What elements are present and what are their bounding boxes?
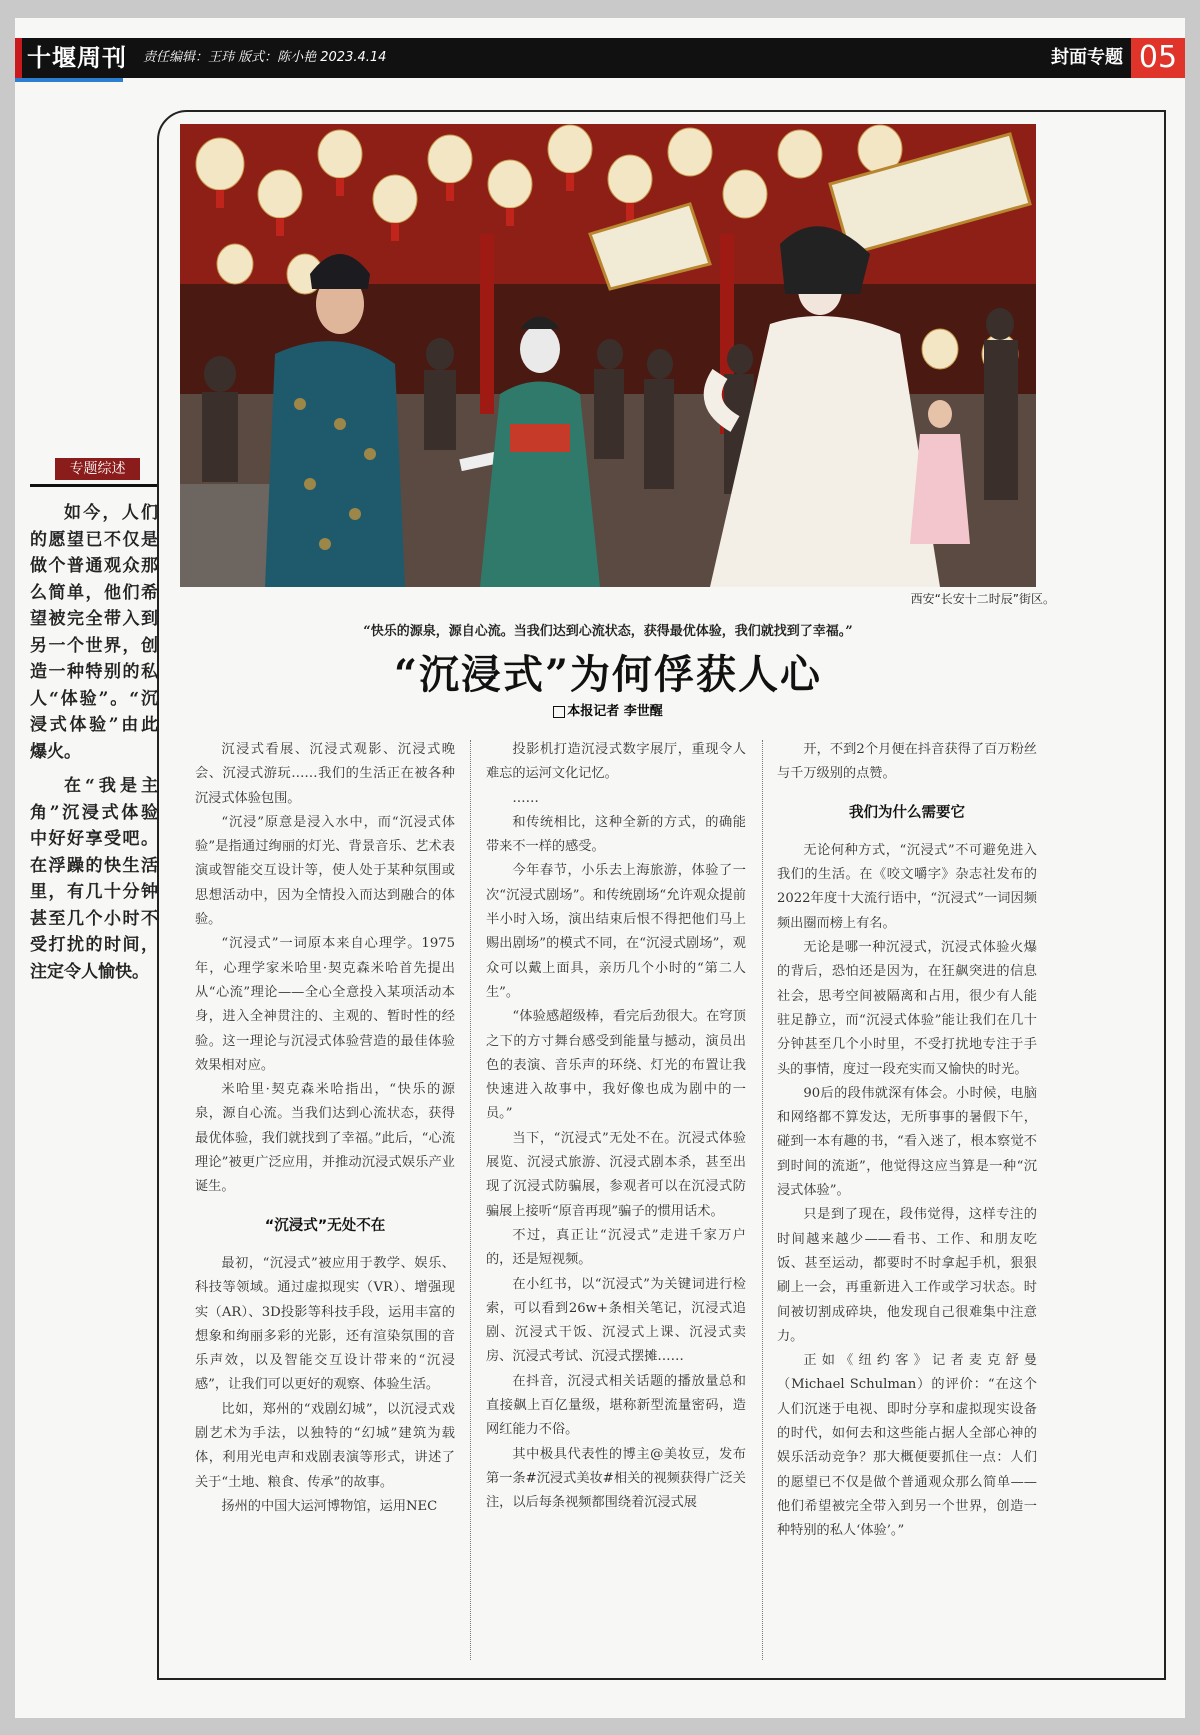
subheading: 我们为什么需要它 <box>849 804 965 821</box>
paragraph: 在小红书，以“沉浸式”为关键词进行检索，可以看到26w+条相关笔记，沉浸式追剧、沉浸式干饭、沉浸式上课、沉浸式卖房、沉浸式考试、沉浸式摆摊…… <box>486 1276 746 1365</box>
paragraph: 投影机打造沉浸式数字展厅，重现令人难忘的运河文化记忆。 <box>486 742 746 782</box>
paragraph: 无论是哪一种沉浸式，沉浸式体验火爆的背后，恐怕还是因为，在狂飙突进的信息社会，思考空间被隔离和占用，很少有人能驻足静立，而“沉浸式体验”能让我们在几十分钟甚至几个小时里，不受打扰地专注于手头的事情，度过一段充实而又愉快的时光。 <box>777 940 1037 1077</box>
article-column-3 <box>777 738 1037 1544</box>
pull-quote: “快乐的源泉，源自心流。当我们达到心流状态，获得最优体验，我们就找到了幸福。” <box>363 624 853 639</box>
paragraph: 只是到了现在，段伟觉得，这样专注的时间越来越少——看书、工作、和朋友吃饭、甚至运动，都要时不时拿起手机，狠狠刷上一会，再重新进入工作或学习状态。时间被切割成碎块，他发现自己很难集中注意力。 <box>777 1207 1037 1344</box>
paragraph: 无论何种方式，“沉浸式”不可避免进入我们的生活。在《咬文嚼字》杂志社发布的2022年度十大流行语中，“沉浸式”一词因频频出圈而榜上有名。 <box>777 842 1037 931</box>
byline-text: 本报记者 李世醒 <box>567 704 663 719</box>
byline <box>180 700 1036 719</box>
cover-photo <box>180 124 1036 587</box>
paragraph: 当下，“沉浸式”无处不在。沉浸式体验展览、沉浸式旅游、沉浸式剧本杀，甚至出现了沉浸式防骗展，参观者可以在沉浸式防骗展上接听“原音再现”骗子的惯用话术。 <box>486 1130 746 1219</box>
editor-info: 责任编辑：王玮 版式：陈小艳 2023.4.14 <box>143 50 387 65</box>
paragraph: 不过，真正让“沉浸式”走进千家万户的，还是短视频。 <box>486 1227 746 1268</box>
paragraph: 最初，“沉浸式”被应用于教学、娱乐、科技等领域。通过虚拟现实（VR）、增强现实（AR）、3D投影等科技手段，运用丰富的想象和绚丽多彩的光影，还有渲染氛围的音乐声效，以及智能交互设计带来的“沉浸感”，让我们可以更好的观察、体验生活。 <box>195 1255 455 1393</box>
logo-underline <box>15 78 123 82</box>
paragraph: 扬州的中国大运河博物馆，运用NEC <box>221 1498 438 1514</box>
paragraph: 正如《纽约客》记者麦克舒曼（Michael Schulman）的评价：“在这个人们沉迷于电视、即时分享和虚拟现实设备的时代，如何去和这些能占据人全部心神的娱乐活动竞争？那大概便要抓住一点：人们的愿望已不仅是做个普通观众那么简单——他们希望被完全带入到另一个世界，创造一种特别的私人‘体验’。” <box>777 1353 1037 1539</box>
byline-box-icon <box>553 706 565 718</box>
column-divider <box>470 740 471 1660</box>
article-column-2 <box>486 738 746 1516</box>
sidebar-tag-label: 专题综述 <box>55 458 140 480</box>
section-title: 封面专题 <box>1051 47 1123 68</box>
paragraph: …… <box>512 790 539 806</box>
page-header <box>15 38 1185 78</box>
paragraph: 开，不到2个月便在抖音获得了百万粉丝与千万级别的点赞。 <box>777 742 1037 782</box>
paragraph: “沉浸式”一词原本来自心理学。1975年，心理学家米哈里·契克森米哈首先提出从“心流”理论——全心全意投入某项活动本身，进入全神贯注的、主观的、暂时性的经验。这一理论与沉浸式体验营造的最佳体验效果相对应。 <box>195 936 455 1073</box>
street-performance-photo <box>180 124 1036 587</box>
sidebar-tag <box>40 458 140 484</box>
photo-caption: 西安“长安十二时辰”街区。 <box>910 592 1055 606</box>
paragraph: 在抖音，沉浸式相关话题的播放量总和直接飙上百亿量级，堪称新型流量密码，造网红能力不俗。 <box>486 1373 746 1438</box>
sidebar-rule <box>30 484 157 487</box>
paragraph: “体验感超级棒，看完后劲很大。在穹顶之下的方寸舞台感受到能量与撼动，演员出色的表演、音乐声的环绕、灯光的布置让我快速进入故事中，我好像也成为剧中的一员。” <box>486 1009 746 1122</box>
article-column-1 <box>195 738 455 1519</box>
article-title: “沉浸式”为何俘获人心 <box>393 651 822 698</box>
paragraph: 米哈里·契克森米哈指出，“快乐的源泉，源自心流。当我们达到心流状态，获得最优体验，我们就找到了幸福。”此后，“心流理论”被更广泛应用，并推动沉浸式娱乐产业诞生。 <box>195 1082 455 1195</box>
paragraph: 沉浸式看展、沉浸式观影、沉浸式晚会、沉浸式游玩……我们的生活正在被各种沉浸式体验包围。 <box>195 742 455 806</box>
sidebar-summary <box>30 500 158 993</box>
column-divider <box>762 740 763 1660</box>
paragraph: “沉浸”原意是浸入水中，而“沉浸式体验”是指通过绚丽的灯光、背景音乐、艺术表演或智能交互设计等，使人处于某种氛围或思想活动中，因为全情投入而达到融合的体验。 <box>195 814 455 928</box>
masthead-logo: 十堰周刊 <box>27 43 127 72</box>
paragraph: 其中极具代表性的博主@美妆豆，发布第一条#沉浸式美妆#相关的视频获得广泛关注，以后每条视频都围绕着沉浸式展 <box>486 1446 746 1511</box>
paragraph: 90后的段伟就深有体会。小时候，电脑和网络都不算发达，无所事事的暑假下午，碰到一本有趣的书，“看入迷了，根本察觉不到时间的流逝”，他觉得这应当算是一种“沉浸式体验”。 <box>777 1085 1037 1199</box>
logo-red-strip <box>15 38 22 78</box>
paragraph: 比如，郑州的“戏剧幻城”，以沉浸式戏剧艺术为手法，以独特的“幻城”建筑为载体，利用光电声和戏剧表演等形式，讲述了关于“土地、粮食、传承”的故事。 <box>195 1401 455 1490</box>
paragraph: 今年春节，小乐去上海旅游，体验了一次“沉浸式剧场”。和传统剧场“允许观众提前半小时入场，演出结束后恨不得把他们马上赐出剧场”的模式不同，在“沉浸式剧场”，观众可以戴上面具，亲历几个小时的“第二人生”。 <box>486 863 746 1000</box>
paragraph: 和传统相比，这种全新的方式，的确能带来不一样的感受。 <box>486 814 746 855</box>
subheading: “沉浸式”无处不在 <box>264 1217 386 1234</box>
sidebar-paragraph: 如今，人们的愿望已不仅是做个普通观众那么简单，他们希望被完全带入到另一个世界，创造一种特别的私人“体验”。“沉浸式体验”由此爆火。 <box>30 503 158 762</box>
sidebar-paragraph: 在“我是主角”沉浸式体验中好好享受吧。在浮躁的快生活里，有几十分钟甚至几个小时不受打扰的时间，注定令人愉快。 <box>30 776 158 982</box>
page-number: 05 <box>1131 38 1185 78</box>
